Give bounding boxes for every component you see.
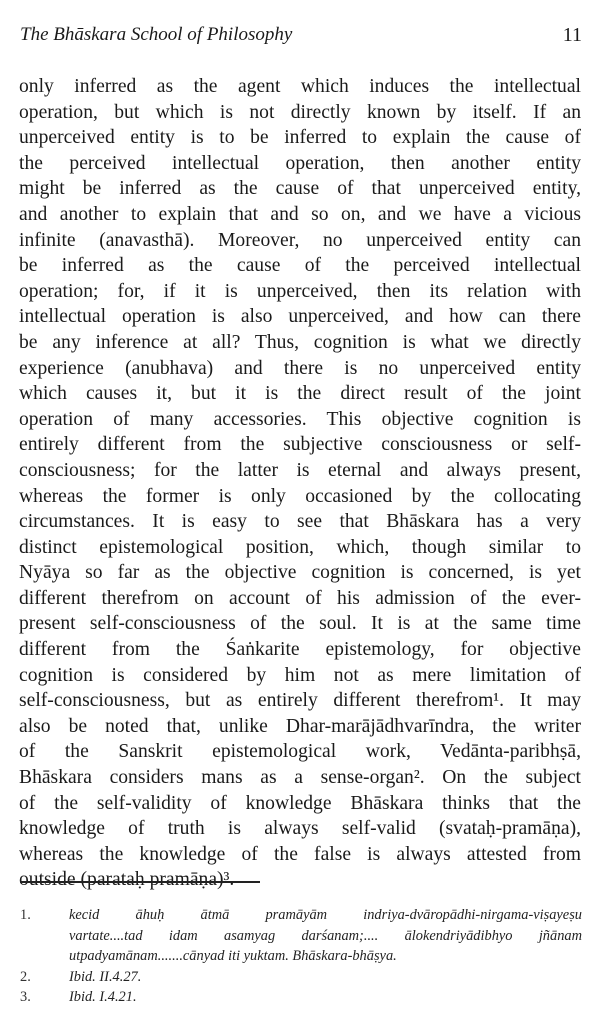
text-line: operation, but which is not directly known by itself. If an	[19, 101, 581, 123]
text-line: be any inference at all? Thus, cognition is what we directly	[19, 331, 581, 353]
text-line: entirely different from the subjective consciousness or self-	[19, 434, 581, 456]
text-line: self-consciousness, but as entirely different therefrom¹. It may	[19, 690, 581, 712]
footnote-line: utpadyamānam.......cānyad iti yuktam. Bhāskara-bhāṣya.	[69, 948, 397, 964]
footnote-line: kecid āhuḥ ātmā pramāyām indriya-dvāropādhi-nirgama-viṣayeṣu	[69, 907, 582, 923]
running-title: The Bhāskara School of Philosophy	[20, 24, 293, 45]
text-line: unperceived entity is to be inferred to explain the cause of	[19, 127, 581, 149]
text-line: of the self-validity of knowledge Bhāskara thinks that the	[19, 792, 581, 814]
text-line: of the Sanskrit epistemological work, Vedānta-paribhṣā,	[19, 741, 581, 763]
text-line: infinite (anavasthā). Moreover, no unperceived entity can	[19, 229, 581, 251]
text-line: experience (anubhava) and there is no unperceived entity	[19, 357, 581, 379]
footnote-text	[69, 967, 582, 988]
text-line: Nyāya so far as the objective cognition is concerned, is yet	[19, 562, 581, 584]
footnote-number: 2.	[20, 968, 31, 985]
text-line: which causes it, but it is the direct result of the joint	[19, 383, 581, 405]
text-line: present self-consciousness of the soul. It is at the same time	[19, 613, 581, 635]
footnote-number: 1.	[20, 907, 31, 923]
footnote-text	[69, 905, 582, 967]
text-line: the perceived intellectual operation, then another entity	[19, 152, 581, 174]
page-number: 11	[562, 24, 582, 46]
text-line: cognition is considered by him not as mere limitation of	[19, 664, 581, 686]
text-line: only inferred as the agent which induces the intellectual	[19, 76, 581, 97]
text-line: whereas the knowledge of the false is always attested from	[19, 843, 581, 865]
footnote-line: Ibid. II.4.27.	[69, 968, 142, 985]
text-line: operation of many accessories. This objective cognition is	[19, 408, 581, 430]
text-line: intellectual operation is also unperceived, and how can there	[19, 306, 581, 328]
text-line: operation; for, if it is unperceived, then its relation with	[19, 280, 581, 302]
text-line: outside (parataḥ pramāṇa)³.	[19, 869, 235, 891]
footnote-3	[20, 987, 582, 1008]
running-header	[20, 24, 582, 54]
footnote-line: vartate....tad idam asamyag darśanam;.... ālokendriyādibhyo jñānam	[69, 927, 582, 944]
text-line: be inferred as the cause of the perceived intellectual	[19, 255, 581, 277]
text-line: knowledge of truth is always self-valid (svataḥ-pramāṇa),	[19, 818, 581, 840]
text-line: different therefrom on account of his admission of the ever-	[19, 587, 581, 609]
body-text	[19, 74, 581, 893]
text-line: distinct epistemological position, which, though similar to	[19, 536, 581, 558]
text-line: whereas the former is only occasioned by the collocating	[19, 485, 581, 507]
footnote-text	[69, 987, 582, 1008]
text-line: different from the Śaṅkarite epistemology, for objective	[19, 639, 581, 661]
text-line: consciousness; for the latter is eternal and always present,	[19, 459, 581, 481]
text-line: circumstances. It is easy to see that Bhāskara has a very	[19, 511, 581, 533]
footnotes	[20, 905, 582, 1008]
text-line: might be inferred as the cause of that unperceived entity,	[19, 178, 581, 200]
footnote-2	[20, 967, 582, 988]
text-line: and another to explain that and so on, and we have a vicious	[19, 203, 581, 225]
footnote-divider	[20, 881, 260, 883]
footnote-line: Ibid. I.4.21.	[69, 989, 137, 1005]
text-line: Bhāskara considers mans as a sense-organ². On the subject	[19, 767, 581, 789]
footnote-number: 3.	[20, 989, 31, 1005]
footnote-1	[20, 905, 582, 967]
text-line: also be noted that, unlike Dhar-marājādhvarīndra, the writer	[19, 715, 581, 737]
